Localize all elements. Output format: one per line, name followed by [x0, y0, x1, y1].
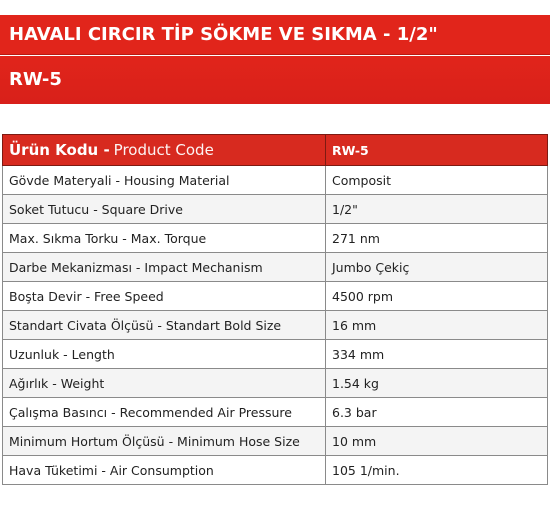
spec-label: Minimum Hortum Ölçüsü - Minimum Hose Size — [3, 427, 326, 456]
spec-label: Max. Sıkma Torku - Max. Torque — [3, 224, 326, 253]
spec-value: 10 mm — [326, 427, 548, 456]
spec-value: Composit — [326, 166, 548, 195]
table-row — [3, 456, 548, 485]
table-row — [3, 282, 548, 311]
spec-label: Standart Civata Ölçüsü - Standart Bold Size — [3, 311, 326, 340]
spec-label: Gövde Materyali - Housing Material — [3, 166, 326, 195]
spec-value: 334 mm — [326, 340, 548, 369]
model-code: RW-5 — [9, 69, 62, 90]
spec-value: 105 1/min. — [326, 456, 548, 485]
spec-label: Ağırlık - Weight — [3, 369, 326, 398]
spec-value: 1.54 kg — [326, 369, 548, 398]
spec-label: Boşta Devir - Free Speed — [3, 282, 326, 311]
spec-table-header-row — [3, 135, 548, 166]
table-row — [3, 253, 548, 282]
spec-value: 6.3 bar — [326, 398, 548, 427]
spec-label: Uzunluk - Length — [3, 340, 326, 369]
spec-label: Hava Tüketimi - Air Consumption — [3, 456, 326, 485]
table-row — [3, 195, 548, 224]
table-row — [3, 340, 548, 369]
spec-label: Darbe Mekanizması - Impact Mechanism — [3, 253, 326, 282]
header-label-turkish: Ürün Kodu - — [9, 141, 110, 159]
spec-value: 1/2" — [326, 195, 548, 224]
model-banner — [0, 56, 550, 104]
spec-value: 4500 rpm — [326, 282, 548, 311]
product-title-banner — [0, 15, 550, 55]
header-label-cell — [3, 135, 326, 166]
table-row — [3, 369, 548, 398]
spec-value: 271 nm — [326, 224, 548, 253]
table-row — [3, 166, 548, 195]
spec-label: Soket Tutucu - Square Drive — [3, 195, 326, 224]
spec-label: Çalışma Basıncı - Recommended Air Pressure — [3, 398, 326, 427]
spec-value: 16 mm — [326, 311, 548, 340]
table-row — [3, 398, 548, 427]
header-value-cell — [326, 135, 548, 166]
table-row — [3, 311, 548, 340]
header-product-code: RW-5 — [332, 142, 369, 158]
spec-value: Jumbo Çekiç — [326, 253, 548, 282]
product-title: HAVALI CIRCIR TİP SÖKME VE SIKMA - 1/2" — [9, 24, 438, 45]
spec-table — [2, 134, 548, 485]
table-row — [3, 427, 548, 456]
table-row — [3, 224, 548, 253]
header-label-english: Product Code — [113, 141, 214, 159]
